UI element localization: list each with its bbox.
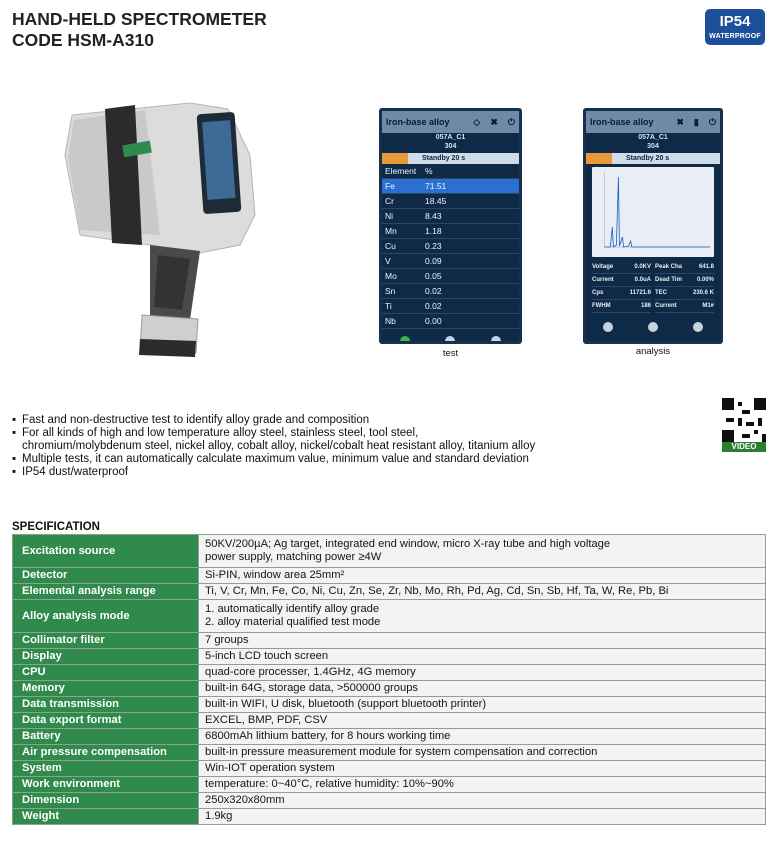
spec-key: Excitation source (13, 535, 199, 568)
screen-title: Iron-base alloy (590, 117, 654, 127)
element-percent: 18.45 (425, 196, 447, 206)
spec-value-line: Win-IOT operation system (205, 762, 335, 775)
feature-item (12, 453, 632, 466)
element-col-header: Element (385, 166, 417, 176)
parameter-value: 230.6 K (692, 290, 714, 296)
spec-value-line: Si-PIN, window area 25mm² (205, 569, 345, 582)
spectrum-chart (592, 167, 714, 257)
menu-icon[interactable] (445, 336, 455, 344)
home-icon[interactable] (491, 336, 501, 344)
grade-label: 304 (444, 143, 457, 150)
status-bar (586, 153, 720, 164)
spec-row (13, 713, 766, 729)
product-code: CODE HSM-A310 (12, 30, 154, 50)
spec-table (12, 534, 766, 825)
parameter-label: TEC (655, 290, 667, 296)
element-percent: 0.00 (425, 316, 442, 326)
progress-indicator (586, 153, 612, 164)
spec-value (199, 777, 766, 793)
spec-value (199, 584, 766, 600)
feature-text: For all kinds of high and low temperature alloy steel, stainless steel, tool steel, (22, 427, 419, 439)
element-symbol: Fe (385, 181, 395, 191)
spec-key: Collimator filter (13, 633, 199, 649)
status-bar (382, 153, 519, 164)
spec-heading: SPECIFICATION (12, 521, 100, 533)
element-symbol: Ni (385, 211, 394, 221)
element-symbol: V (385, 256, 391, 266)
feature-item (12, 440, 632, 453)
parameter-cell (655, 288, 714, 300)
spec-row (13, 633, 766, 649)
battery-icon: ▮ (693, 116, 699, 127)
parameter-label: Dead Tim (655, 277, 682, 283)
element-symbol: Sn (385, 286, 396, 296)
parameter-grid (586, 260, 720, 315)
power-icon[interactable]: ⏻ (708, 116, 716, 127)
spec-key: Data export format (13, 713, 199, 729)
badge-rating: IP54 (719, 13, 751, 30)
analysis-caption: analysis (635, 346, 671, 357)
spec-value-line: quad-core processer, 1.4GHz, 4G memory (205, 666, 416, 679)
spec-key: CPU (13, 665, 199, 681)
feature-text: Multiple tests, it can automatically calculate maximum value, minimum value and standard deviation (22, 453, 529, 465)
spec-value (199, 633, 766, 649)
spec-key: System (13, 761, 199, 777)
parameter-cell (655, 275, 714, 287)
bullet-icon: ▪ (12, 414, 17, 426)
element-row[interactable] (382, 194, 519, 209)
spec-key: Dimension (13, 793, 199, 809)
element-symbol: Mo (385, 271, 397, 281)
element-percent: 0.23 (425, 241, 442, 251)
close-icon[interactable]: ✖ (676, 116, 684, 127)
product-title (12, 9, 267, 51)
spec-value (199, 761, 766, 777)
spec-value-line: 250x320x80mm (205, 794, 285, 807)
power-icon[interactable]: ⏻ (507, 116, 515, 127)
product-name: HAND-HELD SPECTROMETER (12, 9, 267, 29)
spec-row (13, 745, 766, 761)
element-row[interactable] (382, 269, 519, 284)
spec-value-line: 1.9kg (205, 810, 233, 823)
parameter-value: 0.0KV (634, 264, 651, 270)
spec-row (13, 535, 766, 568)
parameter-cell (655, 262, 714, 274)
spec-value-line: 7 groups (205, 634, 249, 647)
element-table-header (382, 164, 519, 179)
parameter-value: 11721.6 (629, 290, 651, 296)
spec-row (13, 649, 766, 665)
spec-key: Alloy analysis mode (13, 600, 199, 633)
spec-key: Display (13, 649, 199, 665)
spec-row (13, 793, 766, 809)
lock-icon[interactable]: ◇ (473, 116, 481, 127)
feature-item (12, 414, 632, 427)
feature-text: chromium/molybdenum steel, nickel alloy, cobalt alloy, nickel/cobalt heat resistant alloy, titanium alloy (22, 440, 536, 452)
spec-row (13, 809, 766, 825)
menu-icon[interactable] (648, 322, 658, 332)
spec-key: Detector (13, 568, 199, 584)
play-icon[interactable] (400, 336, 410, 344)
spec-row (13, 568, 766, 584)
parameter-label: Peak Cha (655, 264, 683, 270)
element-row[interactable] (382, 314, 519, 329)
spec-value (199, 649, 766, 665)
element-percent: 1.18 (425, 226, 442, 236)
spec-value (199, 809, 766, 825)
element-row[interactable] (382, 209, 519, 224)
spec-value-line: built-in pressure measurement module for system compensation and correction (205, 746, 598, 759)
test-screen (379, 108, 522, 344)
bullet-icon: ▪ (12, 427, 17, 439)
progress-indicator (382, 153, 408, 164)
spec-value-line: built-in WIFI, U disk, bluetooth (support bluetooth printer) (205, 698, 487, 711)
element-row[interactable] (382, 254, 519, 269)
parameter-label: Voltage (592, 264, 614, 270)
spec-value (199, 729, 766, 745)
element-symbol: Mn (385, 226, 397, 236)
spec-key: Battery (13, 729, 199, 745)
screen-footer (586, 315, 720, 339)
spec-row (13, 697, 766, 713)
percent-col-header: % (425, 166, 433, 176)
video-label[interactable]: VIDEO (722, 442, 766, 452)
sample-id: 057A_C1 (638, 134, 668, 141)
parameter-value: 641.8 (698, 264, 714, 270)
spec-value-line: 5-inch LCD touch screen (205, 650, 329, 663)
spec-value-line: 1. automatically identify alloy grade (205, 603, 380, 616)
spec-value-line: 6800mAh lithium battery, for 8 hours working time (205, 730, 451, 743)
spec-value-line: 2. alloy material qualified test mode (205, 616, 381, 628)
screen-title: Iron-base alloy (386, 117, 450, 127)
parameter-value: 186 (640, 303, 651, 309)
element-row[interactable] (382, 284, 519, 299)
parameter-label: Current (592, 277, 614, 283)
feature-item (12, 466, 632, 479)
ip54-badge (705, 9, 765, 45)
element-percent: 0.02 (425, 301, 442, 311)
spec-value (199, 697, 766, 713)
feature-item (12, 427, 632, 440)
element-symbol: Ti (385, 301, 392, 311)
parameter-cell (655, 301, 714, 313)
spec-key: Weight (13, 809, 199, 825)
spec-value (199, 535, 766, 568)
parameter-value: M1# (702, 303, 714, 309)
parameter-label: FWHM (592, 303, 611, 309)
element-symbol: Nb (385, 316, 396, 326)
spec-value-line: Ti, V, Cr, Mn, Fe, Co, Ni, Cu, Zn, Se, Zr, Nb, Mo, Rh, Pd, Ag, Cd, Sn, Sb, Hf, Ta, W, Re, Pb, Bi (205, 585, 669, 598)
spec-value-line: 50KV/200µA; Ag target, integrated end window, micro X-ray tube and high voltage (205, 538, 611, 551)
screen-footer (382, 329, 519, 344)
spectrometer-device-image (50, 95, 270, 375)
element-row[interactable] (382, 239, 519, 254)
back-icon[interactable] (603, 322, 613, 332)
spec-row (13, 681, 766, 697)
badge-label: WATERPROOF (709, 33, 761, 40)
analysis-screen (583, 108, 723, 344)
spec-value-line: power supply, matching power ≥4W (205, 551, 382, 563)
element-symbol: Cu (385, 241, 396, 251)
element-percent: 71.51 (425, 181, 447, 191)
spec-row (13, 729, 766, 745)
element-percent: 0.09 (425, 256, 442, 266)
spec-key: Elemental analysis range (13, 584, 199, 600)
spec-value (199, 793, 766, 809)
parameter-cell (592, 262, 651, 274)
element-percent: 8.43 (425, 211, 442, 221)
spec-value-line: EXCEL, BMP, PDF, CSV (205, 714, 328, 727)
screen-header (382, 111, 519, 133)
spec-key: Memory (13, 681, 199, 697)
bullet-icon: ▪ (12, 466, 17, 478)
spec-value-line: temperature: 0~40°C, relative humidity: 10%~90% (205, 778, 454, 791)
status-text: Standby 20 s (408, 153, 519, 164)
screen-header (586, 111, 720, 133)
feature-text: Fast and non-destructive test to identify alloy grade and composition (22, 414, 370, 426)
spec-value (199, 713, 766, 729)
bullet-icon: ▪ (12, 453, 17, 465)
spec-value-line: built-in 64G, storage data, >500000 groups (205, 682, 419, 695)
parameter-cell (592, 275, 651, 287)
parameter-value: 0.0uA (634, 277, 651, 283)
close-icon[interactable]: ✖ (490, 116, 498, 127)
spec-row (13, 761, 766, 777)
feature-text: IP54 dust/waterproof (22, 466, 129, 478)
parameter-cell (592, 301, 651, 313)
spec-row (13, 600, 766, 633)
spec-key: Work environment (13, 777, 199, 793)
grade-label: 304 (647, 143, 659, 150)
spec-row (13, 777, 766, 793)
element-row[interactable] (382, 224, 519, 239)
test-caption: test (442, 348, 459, 359)
spec-key: Air pressure compensation (13, 745, 199, 761)
qr-code-icon[interactable] (722, 398, 766, 442)
element-row[interactable] (382, 179, 519, 194)
element-percent: 0.02 (425, 286, 442, 296)
parameter-label: Cps (592, 290, 604, 296)
bullet-icon (12, 440, 22, 453)
spec-value (199, 745, 766, 761)
sample-id: 057A_C1 (435, 134, 466, 141)
parameter-label: Current (655, 303, 677, 309)
feature-list (12, 414, 632, 479)
element-row[interactable] (382, 299, 519, 314)
spec-value (199, 681, 766, 697)
parameter-cell (592, 288, 651, 300)
status-text: Standby 20 s (612, 153, 720, 164)
spec-value (199, 665, 766, 681)
element-percent: 0.05 (425, 271, 442, 281)
parameter-value: 0.00% (696, 277, 714, 283)
element-symbol: Cr (385, 196, 394, 206)
spec-key: Data transmission (13, 697, 199, 713)
spec-row (13, 584, 766, 600)
spec-value (199, 568, 766, 584)
spec-row (13, 665, 766, 681)
spec-value (199, 600, 766, 633)
home-icon[interactable] (693, 322, 703, 332)
